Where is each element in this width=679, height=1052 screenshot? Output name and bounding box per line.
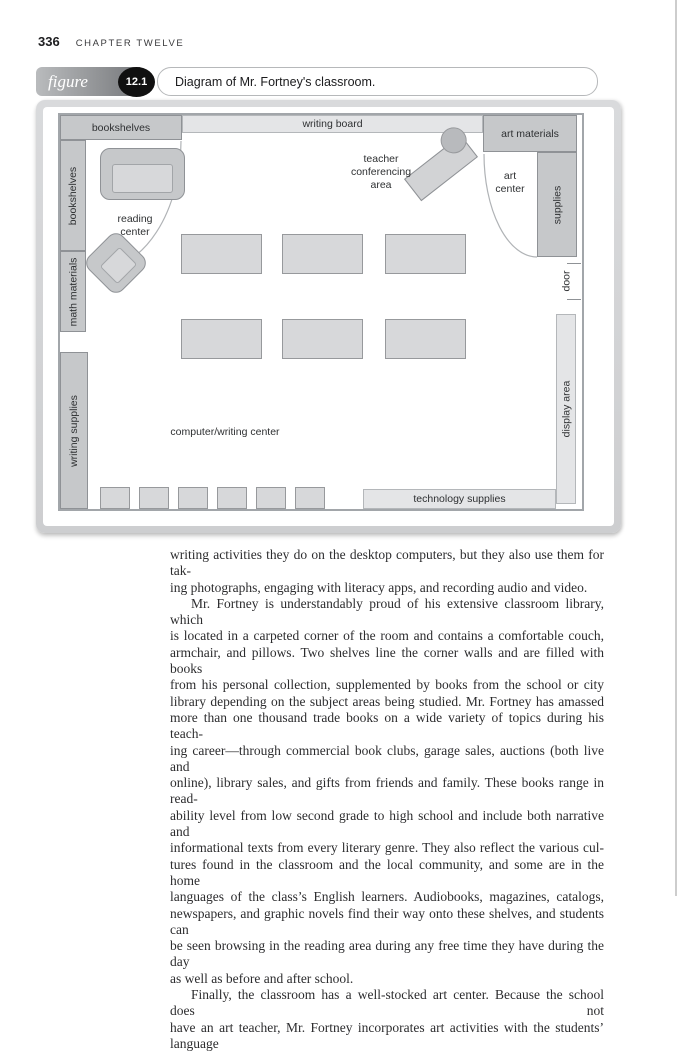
writing-board-label: writing board [302,118,363,130]
student-table [385,234,466,274]
door-tick-top [567,263,581,264]
text-line: is located in a carpeted corner of the room and contains a comfortable couch, [170,628,604,644]
text-line: armchair, and pillows. Two shelves line the corner walls and are filled with books [170,644,604,677]
figure-frame [36,100,621,533]
door-tick-bottom [567,299,581,300]
display-area [556,314,576,504]
text-line: online), library sales, and gifts from friends and family. These books range in read- [170,775,604,807]
text-line: library depending on the subject areas being studied. Mr. Fortney has amassed [170,693,604,709]
text-line: more than one thousand trade books on a wide variety of topics during his teach- [170,709,604,742]
figure-caption: Diagram of Mr. Fortney's classroom. [157,67,598,96]
computer-station [256,487,286,509]
bookshelves-left-label: bookshelves [67,166,79,225]
door-label: door [560,270,573,292]
couch-seat [112,164,173,193]
reading-center-label [96,213,174,239]
computer-station [100,487,130,509]
figure-panel [43,107,614,526]
shelf-bookshelves-left [60,140,86,251]
figure-number-badge: 12.1 [118,67,155,97]
bookshelves-top-label: bookshelves [91,121,151,134]
text-line: be seen browsing in the reading area during any free time they have during the day [170,938,604,970]
running-head [38,34,184,49]
student-table [181,234,262,274]
reading-center-line2: center [120,226,150,238]
figure-label-bar [36,67,621,96]
art-center-line1: art [503,170,517,182]
reading-center-line1: reading [117,213,153,225]
shelf-supplies [537,152,577,257]
supplies-label: supplies [551,185,563,224]
chapter-title: CHAPTER TWELVE [75,38,185,49]
figure-tab: figure [36,67,140,96]
page-edge-line [675,0,677,896]
art-center-label [480,170,540,196]
student-table [181,319,262,359]
art-center-line2: center [495,183,525,195]
student-table [282,319,363,359]
computer-writing-center-label: computer/writing center [170,426,280,438]
math-materials-label: math materials [67,257,80,326]
text-line: ability level from low second grade to high school and include both narrative and [170,807,604,840]
text-line: Mr. Fortney is understandably proud of his extensive classroom library, which [170,595,604,628]
art-materials-label: art materials [501,127,559,140]
shelf-art-materials [483,115,577,152]
display-area-label: display area [560,380,572,438]
paragraph [170,547,604,596]
text-line: Finally, the classroom has a well-stocked art center. Because the school does not [170,987,604,1019]
computer-station [295,487,325,509]
couch [100,148,185,200]
text-line: have an art teacher, Mr. Fortney incorporates art activities with the students’ language [170,1019,604,1051]
writing-board [182,115,483,133]
text-line: newspapers, and graphic novels find their way onto these shelves, and students can [170,905,604,937]
body-text [170,547,604,1052]
technology-supplies-shelf [363,489,556,509]
text-line: as well as before and after school. [170,970,354,986]
text-line: ing photographs, engaging with literacy apps, and recording audio and video. [170,579,588,595]
text-line: writing activities they do on the desktop computers, but they also use them for tak- [170,547,604,579]
teacher-area-line3: area [370,179,392,191]
student-table [282,234,363,274]
shelf-math-materials [60,251,86,332]
text-line: informational texts from every literary genre. They also reflect the various cul- [170,840,604,856]
student-table [385,319,466,359]
page-number: 336 [38,34,60,49]
computer-station [217,487,247,509]
classroom-diagram [58,113,584,511]
teacher-conferencing-label [341,153,421,192]
teacher-area-line2: conferencing [350,166,412,178]
text-line: ing career—through commercial book clubs, garage sales, auctions (both live and [170,742,604,774]
paragraph [170,596,604,987]
armchair-seat [100,247,137,284]
paragraph [170,987,604,1052]
technology-supplies-label: technology supplies [413,493,506,505]
shelf-bookshelves-top [60,115,182,140]
text-line: tures found in the classroom and the local community, and some are in the home [170,856,604,888]
teacher-area-line1: teacher [363,153,399,165]
text-line: from his personal collection, supplemented by books from the school or city [170,677,604,693]
door [552,265,582,297]
text-line: languages of the class’s English learners. Audiobooks, magazines, catalogs, [170,889,604,905]
computer-station [178,487,208,509]
shelf-writing-supplies [60,352,88,509]
computer-station [139,487,169,509]
writing-supplies-label: writing supplies [68,394,81,467]
